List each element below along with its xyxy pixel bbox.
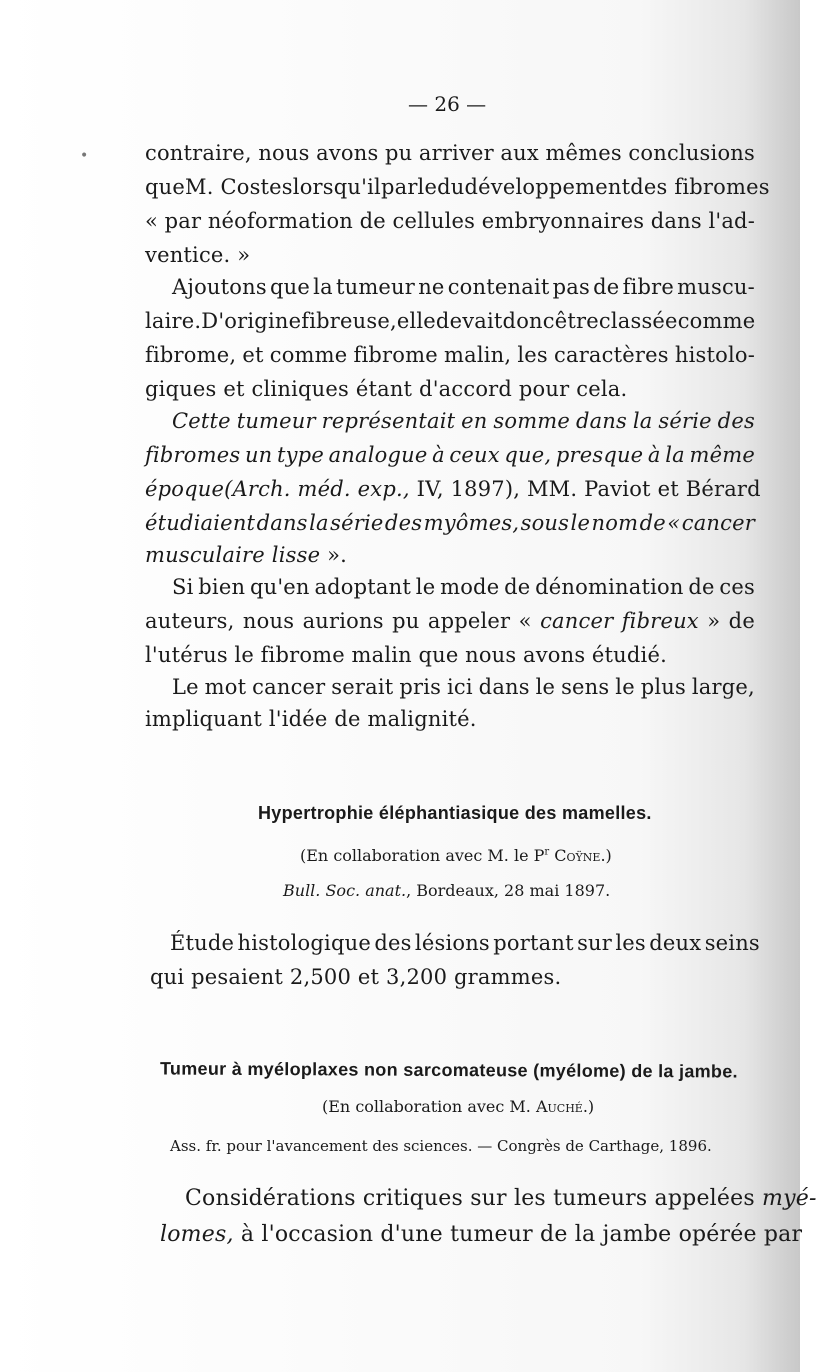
text-line: qui pesaient 2,500 et 3,200 grammes.: [150, 965, 562, 989]
text-line: ventice. »: [145, 243, 251, 267]
text-line: étudiaient dans la série des myômes, sous le nom de « cancer: [145, 511, 755, 535]
reference: Ass. fr. pour l'avancement des sciences. — Congrès de Carthage, 1896.: [170, 1137, 712, 1155]
text-line: Considérations critiques sur les tumeurs appelées myé-: [185, 1186, 817, 1211]
reference: Bull. Soc. anat., Bordeaux, 28 mai 1897.: [283, 881, 611, 900]
text-line: Étude histologique des lésions portant sur les deux seins: [170, 931, 760, 955]
text-line: lomes, à l'occasion d'une tumeur de la jambe opérée par: [160, 1222, 803, 1247]
text-line: Le mot cancer serait pris ici dans le sens le plus large,: [172, 675, 755, 699]
section-title: Tumeur à myéloplaxes non sarcomateuse (myélome) de la jambe.: [159, 1058, 738, 1082]
text-line: l'utérus le fibrome malin que nous avons étudié.: [145, 643, 667, 667]
text-line: impliquant l'idée de malignité.: [145, 707, 477, 731]
text-line: auteurs, nous aurions pu appeler « cancer fibreux » de: [145, 609, 755, 633]
text-line: fibromes un type analogue à ceux que, presque à la même: [145, 443, 755, 467]
text-line: giques et cliniques étant d'accord pour cela.: [145, 377, 628, 401]
text-line: fibrome, et comme fibrome malin, les caractères histolo-: [145, 343, 755, 367]
text-line: Cette tumeur représentait en somme dans la série des: [172, 409, 755, 433]
text-line: époque(Arch. méd. exp., IV, 1897), MM. Paviot et Bérard: [145, 477, 761, 501]
page-number: — 26 —: [408, 92, 487, 116]
margin-mark: •: [80, 148, 89, 164]
collaboration-note: (En collaboration avec M. le $P^r$ Coÿne.): [300, 846, 612, 865]
text-line: musculaire lisse ».: [145, 543, 348, 567]
text-line: Ajoutons que la tumeur ne contenait pas de fibre muscu-: [172, 275, 755, 299]
text-line: contraire, nous avons pu arriver aux mêmes conclusions: [145, 141, 755, 165]
section-title: Hypertrophie éléphantiasique des mamelles.: [258, 803, 652, 823]
text-line: que M. Costes lorsqu'il parle du développement des fibromes: [145, 175, 770, 199]
text-line: « par néoformation de cellules embryonnaires dans l'ad-: [145, 209, 755, 233]
collaboration-note: (En collaboration avec M. Auché.): [322, 1097, 595, 1116]
text-line: Si bien qu'en adoptant le mode de dénomination de ces: [172, 575, 755, 599]
text-line: laire. D'origine fibreuse, elle devait donc être classée comme: [145, 309, 756, 333]
